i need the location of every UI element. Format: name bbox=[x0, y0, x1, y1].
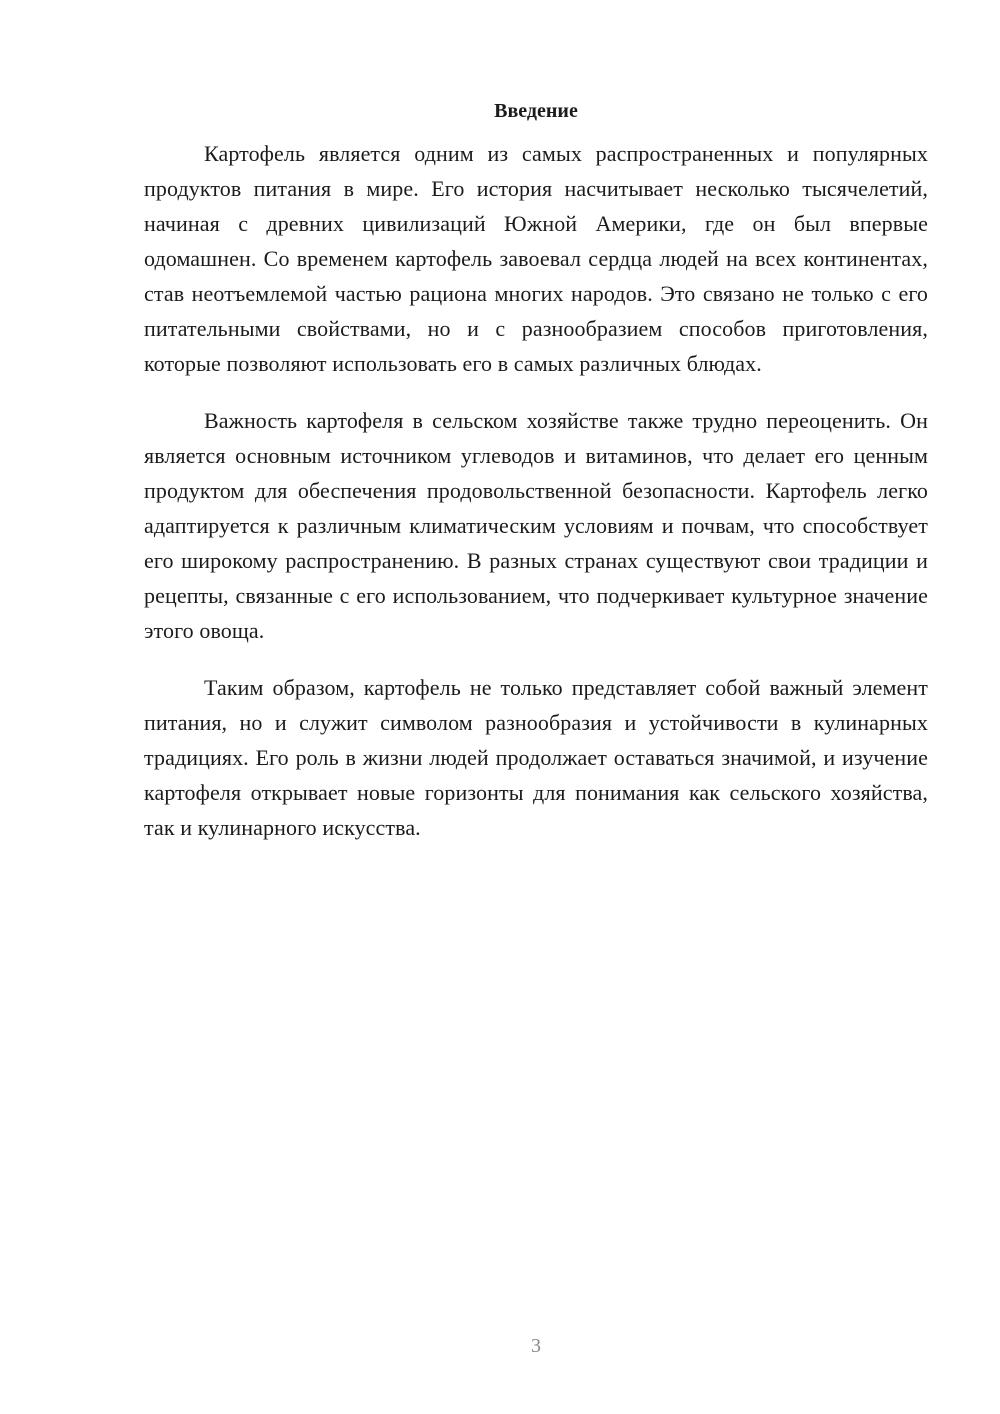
paragraph-3: Таким образом, картофель не только представляет собой важный элемент питания, но и служит символом разнообразия и устойчивости в кулинарных традициях. Его роль в жизни людей продолжает оставаться значимой, и изучение картофеля открывает новые горизонты для понимания как сельского хозяйства, так и кулинарного искусства. bbox=[144, 675, 928, 840]
page-number: 3 bbox=[531, 1335, 541, 1357]
section-title: Введение bbox=[494, 100, 578, 122]
paragraph-1: Картофель является одним из самых распространенных и популярных продуктов питания в мире. Его история насчитывает несколько тысячелетий, начиная с древних цивилизаций Южной Америки, где он был впервые одомашнен. Со временем картофель завоевал сердца людей на всех континентах, став неотъемлемой частью рациона многих народов. Это связано не только с его питательными свойствами, но и с разнообразием способов приготовления, которые позволяют использовать его в самых различных блюдах. bbox=[144, 141, 928, 376]
page-content bbox=[144, 96, 928, 867]
paragraph-2: Важность картофеля в сельском хозяйстве также трудно переоценить. Он является основным источником углеводов и витаминов, что делает его ценным продуктом для обеспечения продовольственной безопасности. Картофель легко адаптируется к различным климатическим условиям и почвам, что способствует его широкому распространению. В разных странах существуют свои традиции и рецепты, связанные с его использованием, что подчеркивает культурное значение этого овоща. bbox=[144, 408, 928, 643]
